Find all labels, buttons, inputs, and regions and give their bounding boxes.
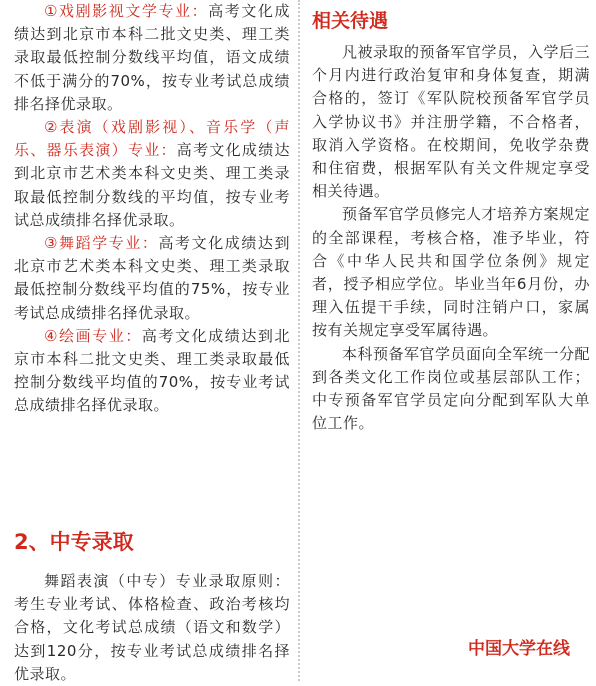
item-body: 高考文化成绩达到北京市本科二批文史类、理工类录取最低控制分数线平均值，语文成绩不低于满分的70%，按专业考试总成绩排名择优录取。 (14, 2, 290, 113)
column-divider (298, 0, 300, 681)
item-body: 高考文化成绩达到北京市艺术类本科文史类、理工类录取最低控制分数线平均值的75%，按专业考试总成绩排名择优录取。 (14, 234, 290, 322)
section-title-secondary-admission: 2、中专录取 (14, 530, 134, 554)
item-heading: ④绘画专业： (44, 326, 142, 345)
item-painting (14, 325, 290, 418)
item-heading: ②表演（戏剧影视）、音乐学（声乐、器乐表演）专业： (14, 118, 290, 160)
secondary-admission-section (14, 570, 290, 686)
secondary-admission-text: 舞蹈表演（中专）专业录取原则：考生专业考试、体格检查、政治考核均合格，文化考试总成绩（语文和数学）达到120分，按专业考试总成绩排名择优录取。 (14, 572, 290, 683)
item-drama-film-literature (14, 0, 290, 116)
benefits-paragraph: 凡被录取的预备军官学员，入学后三个月内进行政治复审和身体复查，期满合格的，签订《军队院校预备军官学员入学协议书》并注册学籍，不合格者，取消入学资格。在校期间，免收学杂费和住宿费，根据军队有关文件规定享受相关待遇。 (312, 43, 591, 201)
item-heading: ①戏剧影视文学专业： (44, 2, 209, 20)
item-performance-music (14, 116, 290, 232)
watermark-logo: 中国大学在线 (468, 639, 570, 659)
item-heading: ③舞蹈学专业： (44, 234, 159, 253)
item-dance (14, 232, 290, 325)
left-column (14, 0, 290, 418)
section-title-benefits: 相关待遇 (312, 10, 389, 32)
right-column (312, 0, 590, 435)
benefits-paragraph: 预备军官学员修完人才培养方案规定的全部课程，考核合格，准予毕业，符合《中华人民共和国学位条例》规定者，授予相应学位。毕业当年6月份，办理入伍提干手续，同时注销户口，家属按有关规定享受军属待遇。 (312, 205, 591, 340)
item-body: 高考文化成绩达到北京市艺术类本科文史类、理工类录取最低控制分数线的平均值，按专业考试总成绩排名择优录取。 (14, 141, 290, 229)
item-body: 高考文化成绩达到北京市本科二批文史类、理工类录取最低控制分数线平均值的70%，按专业考试总成绩排名择优录取。 (14, 326, 290, 415)
benefits-paragraph: 本科预备军官学员面向全军统一分配到各类文化工作岗位或基层部队工作；中专预备军官学员定向分配到军队大单位工作。 (312, 344, 591, 433)
